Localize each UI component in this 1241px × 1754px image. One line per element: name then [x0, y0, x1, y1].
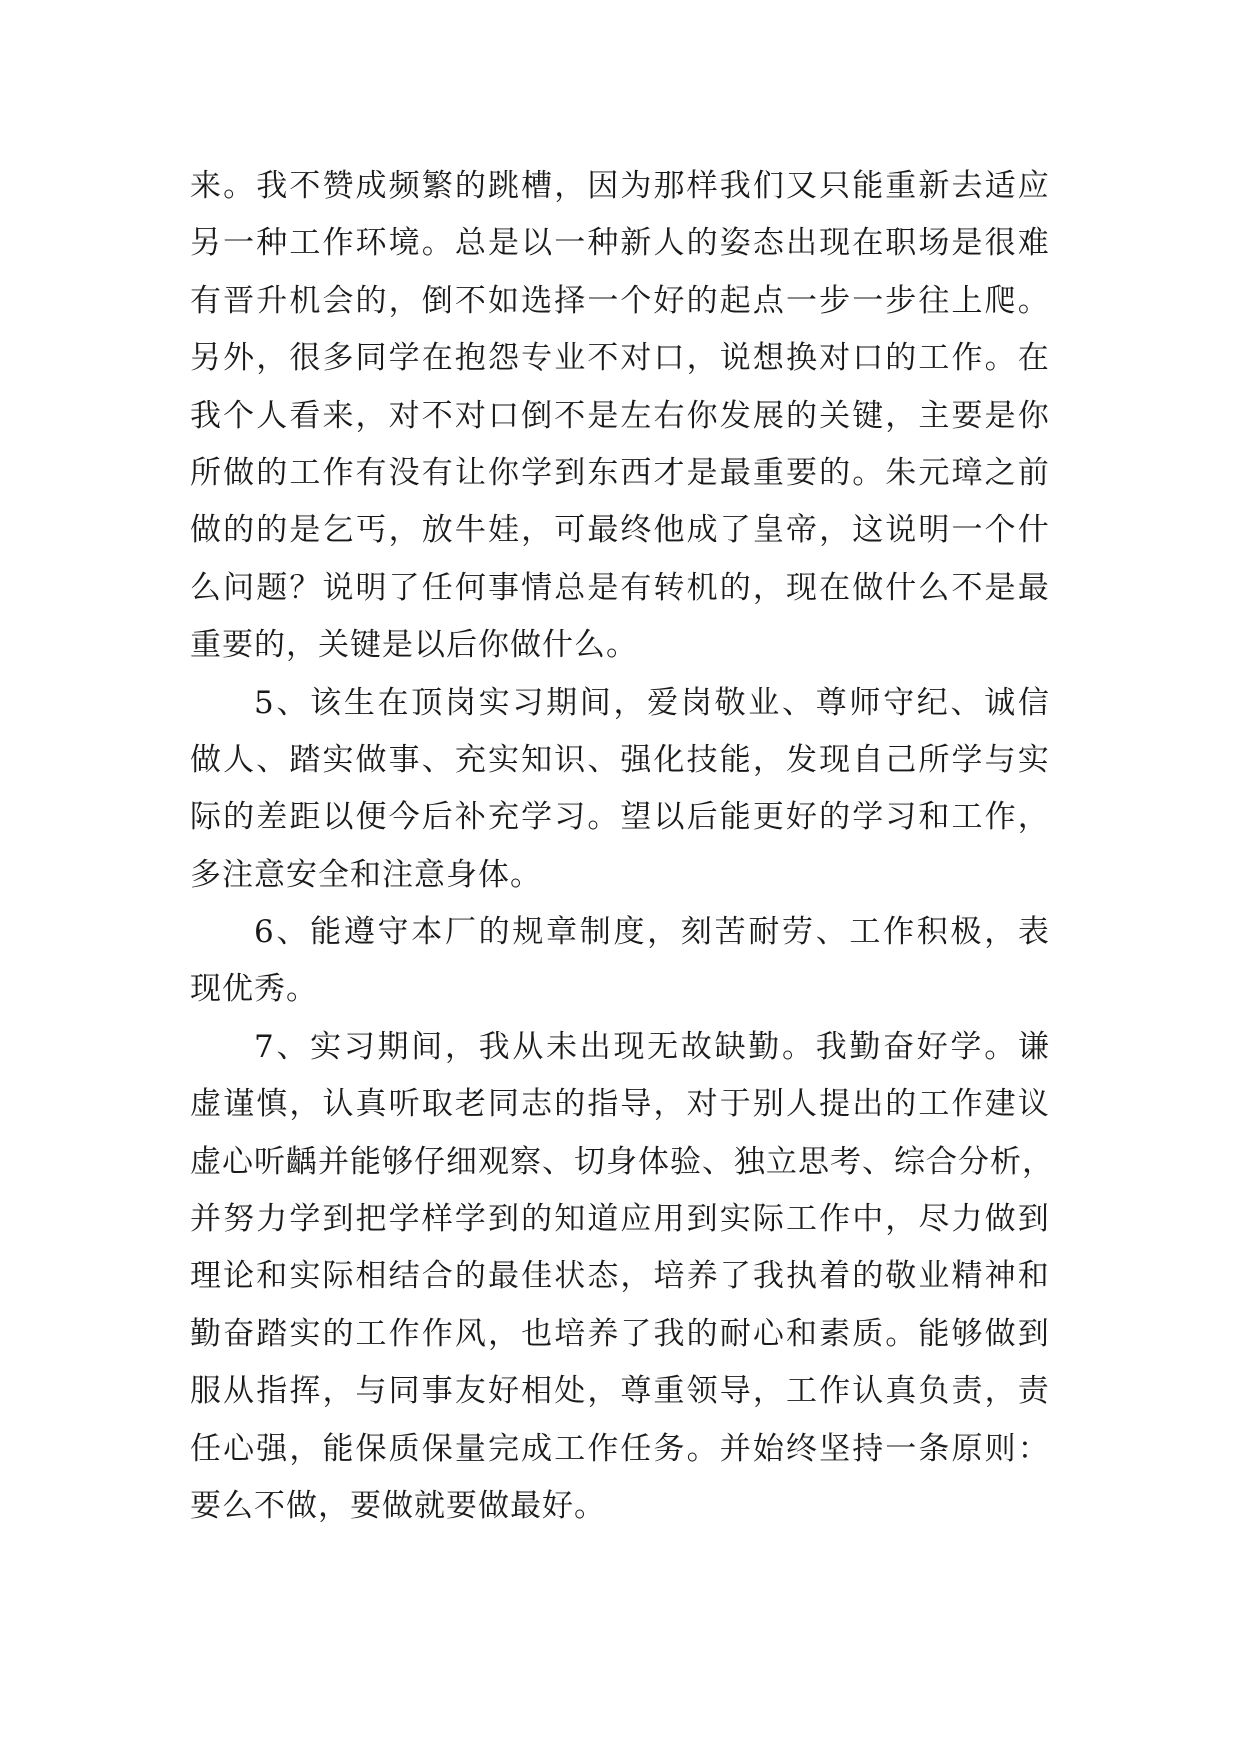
text-line: 现 优 秀 。	[190, 971, 318, 1008]
text-line: 重 要 的 ， 关 键 是 以 后 你 做 什 么 。	[190, 627, 638, 664]
text-line: 么 问 题 ？ 说 明 了 任 何 事 情 总 是 有 转 机 的 ， 现 在 做 什 么 不 是 最	[190, 569, 1050, 606]
text-line: 另 外 ， 很 多 同 学 在 抱 怨 专 业 不 对 口 ， 说 想 换 对 口 的 工 作 。 在	[190, 340, 1050, 377]
text-line: 任 心 强 ， 能 保 质 保 量 完 成 工 作 任 务 。 并 始 终 坚 持 一 条 原 则 ：	[190, 1430, 1050, 1467]
text-line: 6 、 能 遵 守 本 厂 的 规 章 制 度 ， 刻 苦 耐 劳 、 工 作 积 极 ， 表	[254, 914, 1050, 951]
text-line: 服 从 指 挥 ， 与 同 事 友 好 相 处 ， 尊 重 领 导 ， 工 作 认 真 负 责 ， 责	[190, 1373, 1050, 1410]
text-line: 理 论 和 实 际 相 结 合 的 最 佳 状 态 ， 培 养 了 我 执 着 的 敬 业 精 神 和	[190, 1258, 1050, 1295]
text-line: 做 人 、 踏 实 做 事 、 充 实 知 识 、 强 化 技 能 ， 发 现 自 己 所 学 与 实	[190, 741, 1050, 778]
text-line: 7 、 实 习 期 间 ， 我 从 未 出 现 无 故 缺 勤 。 我 勤 奋 好 学 。 谦	[254, 1028, 1050, 1065]
body-text	[190, 158, 1054, 1535]
text-line: 要 么 不 做 ， 要 做 就 要 做 最 好 。	[190, 1487, 606, 1524]
text-line: 虚 心 听 齲 并 能 够 仔 细 观 察 、 切 身 体 验 、 独 立 思 考 、 综 合 分 析 ，	[190, 1143, 1054, 1180]
text-line: 勤 奋 踏 实 的 工 作 作 风 ， 也 培 养 了 我 的 耐 心 和 素 质 。 能 够 做 到	[190, 1315, 1050, 1352]
text-line: 所 做 的 工 作 有 没 有 让 你 学 到 东 西 才 是 最 重 要 的 。 朱 元 璋 之 前	[190, 454, 1050, 491]
text-line: 有 晋 升 机 会 的 ， 倒 不 如 选 择 一 个 好 的 起 点 一 步 一 步 往 上 爬 。	[190, 282, 1050, 319]
text-line: 多 注 意 安 全 和 注 意 身 体 。	[190, 856, 542, 893]
text-line: 并 努 力 学 到 把 学 样 学 到 的 知 道 应 用 到 实 际 工 作 中 ， 尽 力 做 到	[190, 1201, 1050, 1238]
text-line: 另 一 种 工 作 环 境 。 总 是 以 一 种 新 人 的 姿 态 出 现 在 职 场 是 很 难	[190, 225, 1050, 262]
text-line: 虚 谨 慎 ， 认 真 听 取 老 同 志 的 指 导 ， 对 于 别 人 提 出 的 工 作 建 议	[190, 1086, 1050, 1123]
text-line: 我 个 人 看 来 ， 对 不 对 口 倒 不 是 左 右 你 发 展 的 关 键 ， 主 要 是 你	[190, 397, 1050, 434]
text-line: 做 的 的 是 乞 丐 ， 放 牛 娃 ， 可 最 终 他 成 了 皇 帝 ， 这 说 明 一 个 什	[190, 512, 1050, 549]
text-line: 来 。 我 不 赞 成 频 繁 的 跳 槽 ， 因 为 那 样 我 们 又 只 能 重 新 去 适 应	[190, 168, 1050, 204]
text-line: 际 的 差 距 以 便 今 后 补 充 学 习 。 望 以 后 能 更 好 的 学 习 和 工 作 ，	[190, 799, 1050, 836]
text-line: 5 、 该 生 在 顶 岗 实 习 期 间 ， 爱 岗 敬 业 、 尊 师 守 纪 、 诚 信	[254, 684, 1050, 721]
